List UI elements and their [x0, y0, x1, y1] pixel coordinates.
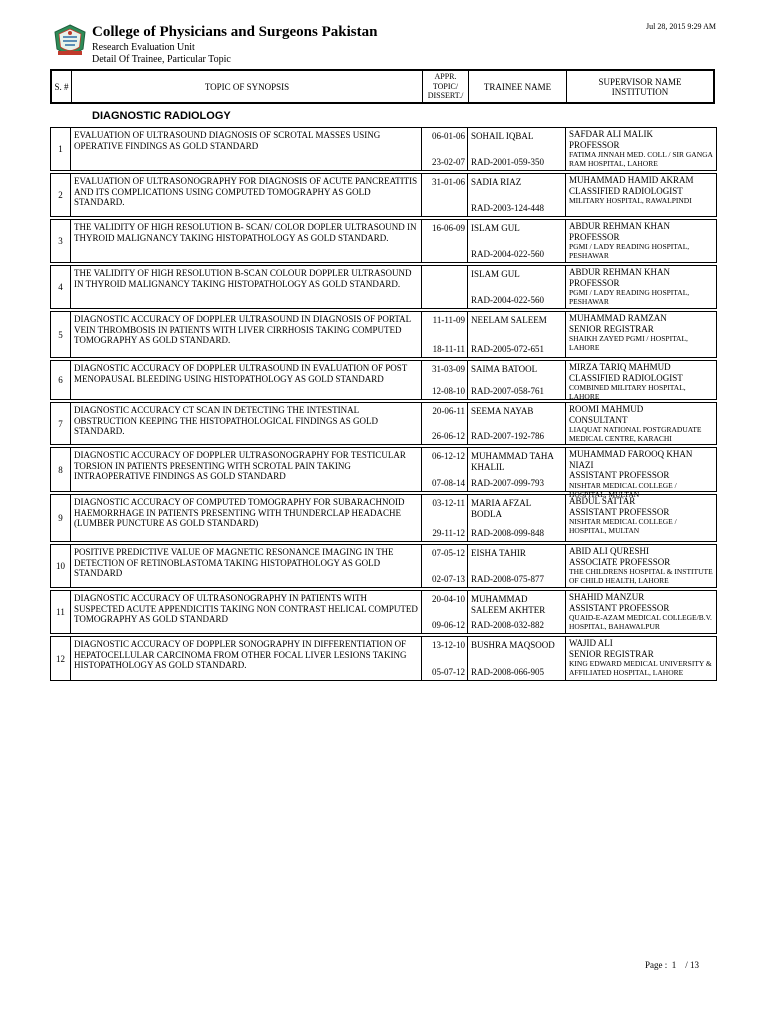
supervisor-institution: THE CHILDRENS HOSPITAL & INSTITUTE OF CHILD HEALTH, LAHORE: [569, 567, 713, 586]
supervisor-name: MUHAMMAD FAROOQ KHAN NIAZI: [569, 449, 693, 470]
topic-approval-date: 11-11-09: [432, 315, 465, 325]
trainee-cell: [467, 591, 565, 633]
row-number: 5: [58, 329, 63, 340]
supervisor-designation: ASSISTANT PROFESSOR: [569, 506, 670, 517]
table-row: [50, 173, 717, 217]
trainee-name: SADIA RIAZ: [471, 177, 522, 187]
supervisor-name: MUHAMMAD HAMID AKRAM: [569, 175, 694, 185]
trainee-cell: [467, 637, 565, 680]
synopsis-topic: DIAGNOSTIC ACCURACY OF COMPUTED TOMOGRAPHY FOR SUBARACHNOID HAEMORRHAGE IN PATIENTS PRESENTING WITH THUNDERCLAP HEADACHE (LUMBER PUNCTURE AS GOLD STANDARD): [70, 495, 421, 541]
dissertation-approval-date: 07-08-14: [432, 478, 465, 488]
trainee-cell: [467, 361, 565, 399]
supervisor-institution: FATIMA JINNAH MED. COLL / SIR GANGA RAM HOSPITAL, LAHORE: [569, 150, 713, 169]
trainee-cell: [467, 312, 565, 357]
trainee-name: MARIA AFZAL BODLA: [471, 498, 531, 519]
synopsis-topic: DIAGNOSTIC ACCURACY OF DOPPLER ULTRASOUND IN EVALUATION OF POST MENOPAUSAL BLEEDING USING HISTOPATHOLOGY AS GOLD STANDARD: [70, 361, 421, 399]
registration-code: RAD-2007-192-786: [471, 431, 544, 441]
registration-code: RAD-2007-099-793: [471, 478, 544, 488]
registration-code: RAD-2008-032-882: [471, 620, 544, 630]
approval-dates: [421, 220, 467, 262]
row-number: 8: [58, 464, 63, 475]
synopsis-topic: DIAGNOSTIC ACCURACY OF DOPPLER ULTRASOUND IN DIAGNOSIS OF PORTAL VEIN THROMBOSIS IN PATIENTS WITH LIVER CIRRHOSIS TAKING COMPUTED TOMOGRAPHY AS GOLD STANDARD.: [70, 312, 421, 357]
supervisor-designation: PROFESSOR: [569, 277, 620, 288]
topic-approval-date: 03-12-11: [432, 498, 465, 508]
supervisor-name: SHAHID MANZUR: [569, 592, 645, 602]
registration-code: RAD-2008-099-848: [471, 528, 544, 538]
approval-dates: [421, 448, 467, 491]
trainee-name: ISLAM GUL: [471, 269, 520, 279]
row-number: 7: [58, 418, 63, 429]
row-number: 11: [56, 607, 65, 617]
report-subtitle: Detail Of Trainee, Particular Topic: [92, 54, 231, 65]
supervisor-institution: PGMI / LADY READING HOSPITAL, PESHAWAR: [569, 288, 690, 307]
header-approval: APPR. TOPIC/ DISSERT./: [422, 71, 468, 102]
table-row: [50, 402, 717, 445]
table-row: [50, 360, 717, 400]
table-header: [50, 69, 715, 104]
dissertation-approval-date: 18-11-11: [432, 344, 465, 354]
trainee-name: MUHAMMAD TAHA KHALIL: [471, 451, 554, 472]
topic-approval-date: 13-12-10: [432, 640, 465, 650]
trainee-cell: [467, 448, 565, 491]
table-row: [50, 311, 717, 358]
page-title: College of Physicians and Surgeons Pakistan: [92, 24, 378, 40]
page-label: Page :: [645, 960, 668, 970]
supervisor-institution: QUAID-E-AZAM MEDICAL COLLEGE/B.V. HOSPITAL, BAHAWALPUR: [569, 613, 712, 632]
supervisor-designation: ASSOCIATE PROFESSOR: [569, 556, 671, 567]
supervisor-name: ABDUL SATTAR: [569, 496, 636, 506]
trainee-name: SAIMA BATOOL: [471, 364, 538, 374]
trainee-cell: [467, 266, 565, 308]
approval-dates: [421, 312, 467, 357]
supervisor-institution: PGMI / LADY READING HOSPITAL, PESHAWAR: [569, 242, 690, 261]
trainee-name: EISHA TAHIR: [471, 548, 526, 558]
table-row: [50, 544, 717, 588]
table-row: [50, 127, 717, 171]
trainee-name: SOHAIL IQBAL: [471, 131, 534, 141]
registration-code: RAD-2008-075-877: [471, 574, 544, 584]
row-number: 9: [58, 513, 63, 523]
table-row: [50, 636, 717, 681]
section-heading: DIAGNOSTIC RADIOLOGY: [92, 110, 231, 122]
synopsis-topic: DIAGNOSTIC ACCURACY OF ULTRASONOGRAPHY IN PATIENTS WITH SUSPECTED ACUTE APPENDICITIS TAKING NON CONTRAST HELICAL COMPUTED TOMOGRAPHY AS GOLD STANDARD: [70, 591, 421, 633]
report-datetime: Jul 28, 2015 9:29 AM: [645, 22, 716, 31]
trainee-name: MUHAMMAD SALEEM AKHTER: [471, 594, 546, 615]
header-trainee: TRAINEE NAME: [468, 71, 566, 102]
registration-code: RAD-2007-058-761: [471, 386, 544, 396]
supervisor-name: ROOMI MAHMUD: [569, 404, 644, 414]
supervisor-cell: [565, 266, 718, 308]
synopsis-topic: EVALUATION OF ULTRASONOGRAPHY FOR DIAGNOSIS OF ACUTE PANCREATITIS AND ITS COMPLICATIONS USING COMPUTED TOMOGRAPHY AS GOLD STANDARD.: [70, 174, 421, 216]
trainee-cell: [467, 403, 565, 444]
approval-dates: [421, 361, 467, 399]
synopsis-topic: EVALUATION OF ULTRASOUND DIAGNOSIS OF SCROTAL MASSES USING OPERATIVE FINDINGS AS GOLD STANDARD: [70, 128, 421, 170]
registration-code: RAD-2001-059-350: [471, 157, 544, 167]
table-row: [50, 265, 717, 309]
supervisor-institution: MILITARY HOSPITAL, RAWALPINDI: [569, 196, 692, 205]
topic-approval-date: 07-05-12: [432, 548, 465, 558]
row-number: 1: [58, 144, 63, 154]
supervisor-cell: [565, 448, 718, 499]
trainee-name: SEEMA NAYAB: [471, 406, 534, 416]
supervisor-institution: NISHTAR MEDICAL COLLEGE / HOSPITAL, MULTAN: [569, 480, 677, 499]
topic-approval-date: 31-01-06: [432, 177, 465, 187]
topic-approval-date: 06-01-06: [432, 131, 465, 141]
supervisor-institution: COMBINED MILITARY HOSPITAL, LAHORE: [569, 383, 686, 402]
dissertation-approval-date: 12-08-10: [432, 386, 465, 396]
synopsis-topic: POSITIVE PREDICTIVE VALUE OF MAGNETIC RESONANCE IMAGING IN THE DETECTION OF RETINOBLASTOMA TAKING HISTOPATHOLOGY AS GOLD STANDARD: [70, 545, 421, 587]
row-number: 12: [56, 653, 65, 664]
supervisor-designation: PROFESSOR: [569, 231, 620, 242]
supervisor-designation: CONSULTANT: [569, 414, 628, 425]
trainee-cell: [467, 495, 565, 541]
row-number: 10: [56, 561, 65, 571]
supervisor-designation: ASSISTANT PROFESSOR: [569, 470, 670, 480]
trainee-cell: [467, 174, 565, 216]
synopsis-topic: DIAGNOSTIC ACCURACY OF DOPPLER ULTRASONOGRAPHY FOR TESTICULAR TORSION IN PATIENTS PRESENTING WITH SCROTAL PAIN TAKING INTRAOPERATIVE FINDINGS AS GOLD STANDARD: [70, 448, 421, 491]
registration-code: RAD-2005-072-651: [471, 344, 544, 354]
supervisor-cell: [565, 591, 718, 633]
synopsis-topic: DIAGNOSTIC ACCURACY OF DOPPLER SONOGRAPHY IN DIFFERENTIATION OF HEPATOCELLULAR CARCINOMA FROM OTHER FOCAL LIVER LESIONS TAKING HISTOPATHOLOGY AS GOLD STANDARD.: [70, 637, 421, 680]
supervisor-institution: LIAQUAT NATIONAL POSTGRADUATE MEDICAL CENTRE, KARACHI: [569, 425, 702, 444]
supervisor-cell: [565, 361, 718, 402]
registration-code: RAD-2004-022-560: [471, 295, 544, 305]
dissertation-approval-date: 26-06-12: [432, 431, 465, 441]
topic-approval-date: 06-12-12: [432, 451, 465, 461]
supervisor-cell: [565, 312, 718, 357]
table-row: [50, 219, 717, 263]
supervisor-cell: [565, 637, 718, 680]
supervisor-cell: [565, 545, 718, 587]
synopsis-topic: THE VALIDITY OF HIGH RESOLUTION B-SCAN COLOUR DOPPLER ULTRASOUND IN THYROID MALIGNANCY TAKING HISTOPATHOLOGY AS GOLD STANDARD.: [70, 266, 421, 308]
supervisor-institution: NISHTAR MEDICAL COLLEGE / HOSPITAL, MULTAN: [569, 517, 677, 536]
supervisor-institution: SHAIKH ZAYED PGMI / HOSPITAL, LAHORE: [569, 334, 688, 353]
approval-dates: [421, 403, 467, 444]
supervisor-designation: CLASSIFIED RADIOLOGIST: [569, 372, 683, 383]
row-number: 6: [58, 375, 63, 385]
trainee-name: NEELAM SALEEM: [471, 315, 547, 325]
registration-code: RAD-2003-124-448: [471, 203, 544, 213]
topic-approval-date: 20-06-11: [432, 406, 465, 416]
approval-dates: [421, 545, 467, 587]
registration-code: RAD-2008-066-905: [471, 667, 544, 677]
unit-subtitle: Research Evaluation Unit: [92, 42, 195, 53]
table-row: [50, 447, 717, 499]
supervisor-cell: [565, 495, 718, 541]
approval-dates: [421, 495, 467, 541]
supervisor-name: ABID ALI QURESHI: [569, 546, 649, 556]
approval-dates: [421, 591, 467, 633]
dissertation-approval-date: 09-06-12: [432, 620, 465, 630]
trainee-cell: [467, 545, 565, 587]
approval-dates: [421, 637, 467, 680]
topic-approval-date: 31-03-09: [432, 364, 465, 374]
supervisor-name: ABDUR REHMAN KHAN: [569, 221, 671, 231]
trainee-name: ISLAM GUL: [471, 223, 520, 233]
dissertation-approval-date: 02-07-13: [432, 574, 465, 584]
dissertation-approval-date: 29-11-12: [432, 528, 465, 538]
supervisor-name: ABDUR REHMAN KHAN: [569, 267, 671, 277]
registration-code: RAD-2004-022-560: [471, 249, 544, 259]
supervisor-designation: CLASSIFIED RADIOLOGIST: [569, 185, 683, 196]
dissertation-approval-date: 23-02-07: [432, 157, 465, 167]
supervisor-name: SAFDAR ALI MALIK: [569, 129, 654, 139]
supervisor-designation: ASSISTANT PROFESSOR: [569, 602, 670, 613]
dissertation-approval-date: 05-07-12: [432, 667, 465, 677]
supervisor-designation: SENIOR REGISTRAR: [569, 648, 654, 659]
records-table: [50, 127, 717, 683]
row-number: 2: [58, 190, 63, 200]
approval-dates: [421, 266, 467, 308]
supervisor-designation: PROFESSOR: [569, 139, 620, 150]
synopsis-topic: THE VALIDITY OF HIGH RESOLUTION B- SCAN/ COLOR DOPLER ULTRASOUND IN THYROID MALIGNANCY TAKING HISTOPATHOLOGY AS GOLD STANDARD.: [70, 220, 421, 262]
header-sno: S. #: [54, 81, 69, 92]
trainee-name: BUSHRA MAQSOOD: [471, 640, 555, 650]
synopsis-topic: DIAGNOSTIC ACCURACY CT SCAN IN DETECTING THE INTESTINAL OBSTRUCTION KEEPING THE HISTOPATHOLOGICAL FINDINGS AS GOLD STANDARD.: [70, 403, 421, 444]
supervisor-name: WAJID ALI: [569, 638, 613, 648]
supervisor-cell: [565, 174, 718, 216]
table-row: [50, 494, 717, 542]
trainee-cell: [467, 220, 565, 262]
page-number: 1: [671, 960, 677, 970]
row-number: 4: [58, 282, 63, 292]
page-indicator: [645, 960, 699, 970]
row-number: 3: [58, 236, 63, 246]
approval-dates: [421, 128, 467, 170]
topic-approval-date: 20-04-10: [432, 594, 465, 604]
supervisor-name: MUHAMMAD RAMZAN: [569, 313, 667, 323]
cpsp-crest-icon: [52, 23, 88, 59]
header-supervisor: SUPERVISOR NAME INSTITUTION: [566, 71, 713, 102]
supervisor-name: MIRZA TARIQ MAHMUD: [569, 362, 671, 372]
topic-approval-date: 16-06-09: [432, 223, 465, 233]
supervisor-cell: [565, 128, 718, 170]
approval-dates: [421, 174, 467, 216]
supervisor-cell: [565, 220, 718, 262]
supervisor-cell: [565, 403, 718, 444]
page-total: / 13: [685, 960, 700, 970]
table-row: [50, 590, 717, 634]
supervisor-designation: SENIOR REGISTRAR: [569, 323, 654, 334]
header-topic: TOPIC OF SYNOPSIS: [71, 71, 422, 102]
supervisor-institution: KING EDWARD MEDICAL UNIVERSITY & AFFILIATED HOSPITAL, LAHORE: [569, 659, 712, 678]
trainee-cell: [467, 128, 565, 170]
